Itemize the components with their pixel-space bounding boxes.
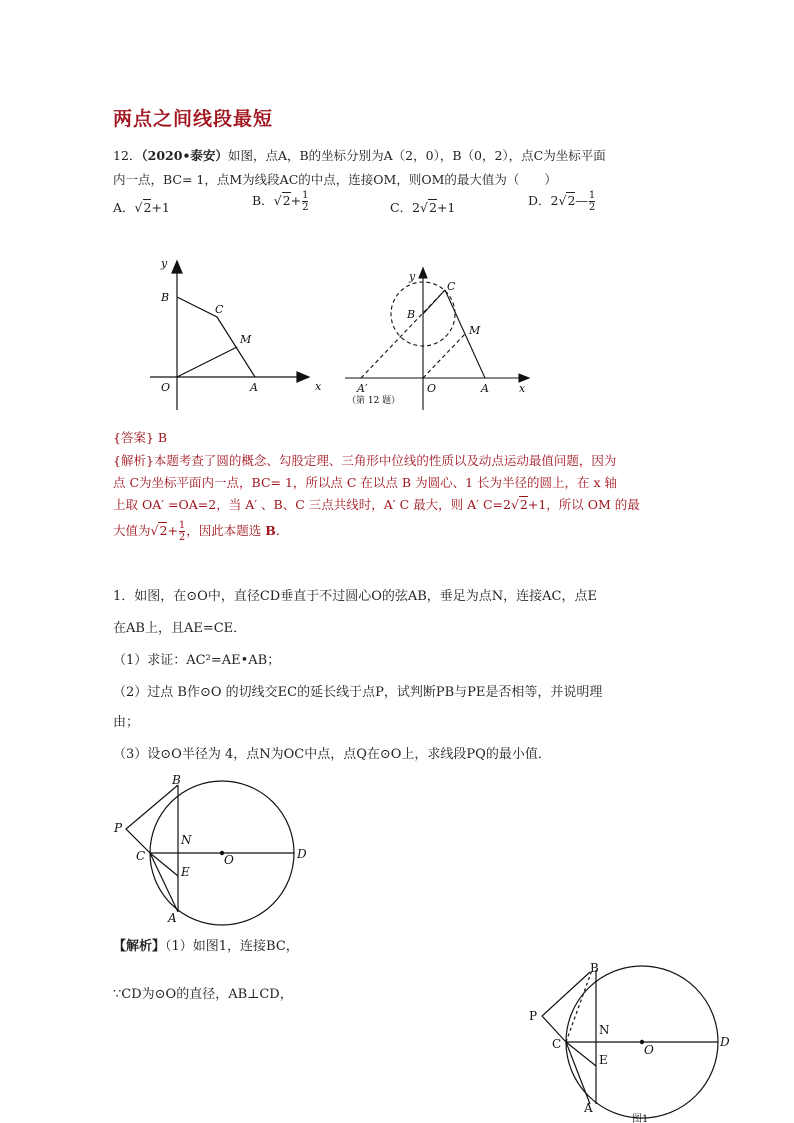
svg-text:x: x — [315, 380, 322, 393]
svg-text:x: x — [519, 382, 526, 395]
svg-text:A: A — [481, 382, 489, 395]
svg-text:B: B — [161, 291, 170, 304]
fraction: $\frac{1}{2}$ — [178, 520, 186, 543]
svg-text:B: B — [407, 308, 416, 321]
svg-text:y: y — [409, 270, 416, 283]
problem-1-line1: 1．如图，在⊙O中，直径CD垂直于不过圆心O的弦AB，垂足为点N，连接AC，点E — [113, 589, 597, 604]
answer-line: {答案} B — [113, 430, 168, 445]
option-d: D．2√2— $\frac{1}{2}$ — [528, 190, 596, 213]
svg-text:A: A — [168, 911, 177, 925]
svg-text:O: O — [224, 853, 234, 867]
svg-text:B: B — [172, 773, 181, 787]
figure-circle-problem — [108, 772, 318, 932]
segment-om — [423, 334, 465, 378]
svg-text:N: N — [181, 833, 192, 847]
segment-bc-dashed — [566, 970, 592, 1042]
y-arrow-icon — [419, 268, 427, 278]
option-c: C．2√2+1 — [390, 200, 456, 215]
problem-1-line2: 在AB上，且AE=CE． — [113, 621, 247, 636]
answer-explanation: {解析}本题考查了圆的概念、勾股定理、三角形中位线的性质以及动点运动最值问题，因为 点 C为坐标平面内一点，BC= 1，所以点 C 在以点 B 为圆心、1 长为半径的圆上，在 x 轴 上取 OA′ =OA=2，当 A′ 、B、C 三点共线时，A′ C 最大，则 A′ C=2√2+1，所以 OM 的最 大值为√2+ $\frac{1}{2}$ ，因此本题选 B． — [113, 450, 673, 543]
problem-1-part3: （3）设⊙O半径为 4，点N为OC中点，点Q在⊙O上，求线段PQ的最小值． — [113, 747, 551, 762]
svg-text:M: M — [240, 333, 252, 346]
svg-text:y: y — [161, 257, 168, 270]
tangent-pb-pc — [126, 785, 178, 853]
explanation-line4: 大值为√2+ $\frac{1}{2}$ ，因此本题选 B． — [113, 520, 289, 543]
solution-line1: 【解析】（1）如图1，连接BC， — [113, 939, 299, 954]
segment-ce — [150, 853, 178, 876]
fraction: $\frac{1}{2}$ — [302, 190, 309, 213]
x-arrow-icon — [519, 374, 529, 382]
figure-circle-construction — [335, 260, 545, 415]
q12-line2: 内一点，BC= 1，点M为线段AC的中点，连接OM，则OM的最大值为（ ） — [113, 172, 557, 187]
option-b: B．√2+ $\frac{1}{2}$ — [252, 190, 309, 213]
x-arrow-icon — [297, 372, 309, 382]
svg-text:C: C — [136, 849, 146, 863]
problem-1-part2-cont: 由； — [113, 715, 140, 730]
figure-1-solution — [524, 958, 760, 1123]
svg-text:P: P — [114, 821, 123, 835]
svg-text:图1: 图1 — [632, 1114, 649, 1123]
solution-line2: ∵CD为⊙O的直径，AB⊥CD， — [113, 987, 293, 1002]
svg-text:O: O — [161, 381, 171, 394]
q12-line1: 12．（2020•泰安）如图，点A，B的坐标分别为A（2，0），B（0，2），点C为坐标平面 — [113, 148, 606, 163]
svg-text:C: C — [215, 303, 224, 316]
segment-bc — [423, 290, 445, 314]
svg-text:（第 12 题）: （第 12 题） — [347, 396, 401, 406]
figure-coordinate-triangle — [145, 255, 325, 415]
svg-text:O: O — [644, 1043, 654, 1057]
svg-text:E: E — [599, 1053, 608, 1067]
segment-om — [177, 347, 237, 377]
svg-text:C: C — [552, 1037, 562, 1051]
section-title: 两点之间线段最短 — [113, 108, 274, 130]
option-a: A．√2+1 — [113, 200, 170, 215]
svg-text:D: D — [297, 847, 307, 861]
svg-text:A′: A′ — [357, 382, 368, 395]
svg-text:A: A — [584, 1101, 593, 1115]
svg-text:D: D — [720, 1035, 730, 1049]
svg-text:P: P — [529, 1009, 538, 1023]
problem-1-part2: （2）过点 B作⊙O 的切线交EC的延长线于点P，试判断PB与PE是否相等，并说明理 — [113, 685, 603, 700]
y-arrow-icon — [172, 261, 182, 273]
svg-text:N: N — [599, 1023, 610, 1037]
svg-text:E: E — [181, 865, 190, 879]
fraction: $\frac{1}{2}$ — [588, 190, 596, 213]
svg-text:O: O — [427, 382, 437, 395]
question-12 — [113, 144, 673, 192]
explanation-line3: 上取 OA′ =OA=2，当 A′ 、B、C 三点共线时，A′ C 最大，则 A′ C=2√2+1，所以 OM 的最 — [113, 497, 640, 512]
svg-text:M: M — [469, 324, 481, 337]
tangent-pb-pc — [542, 972, 590, 1042]
svg-text:B: B — [590, 961, 599, 975]
problem-1-part1: （1）求证：AC²=AE•AB； — [113, 653, 281, 668]
svg-text:C: C — [447, 280, 456, 293]
svg-text:A: A — [250, 381, 258, 394]
segment-ca — [150, 853, 178, 912]
